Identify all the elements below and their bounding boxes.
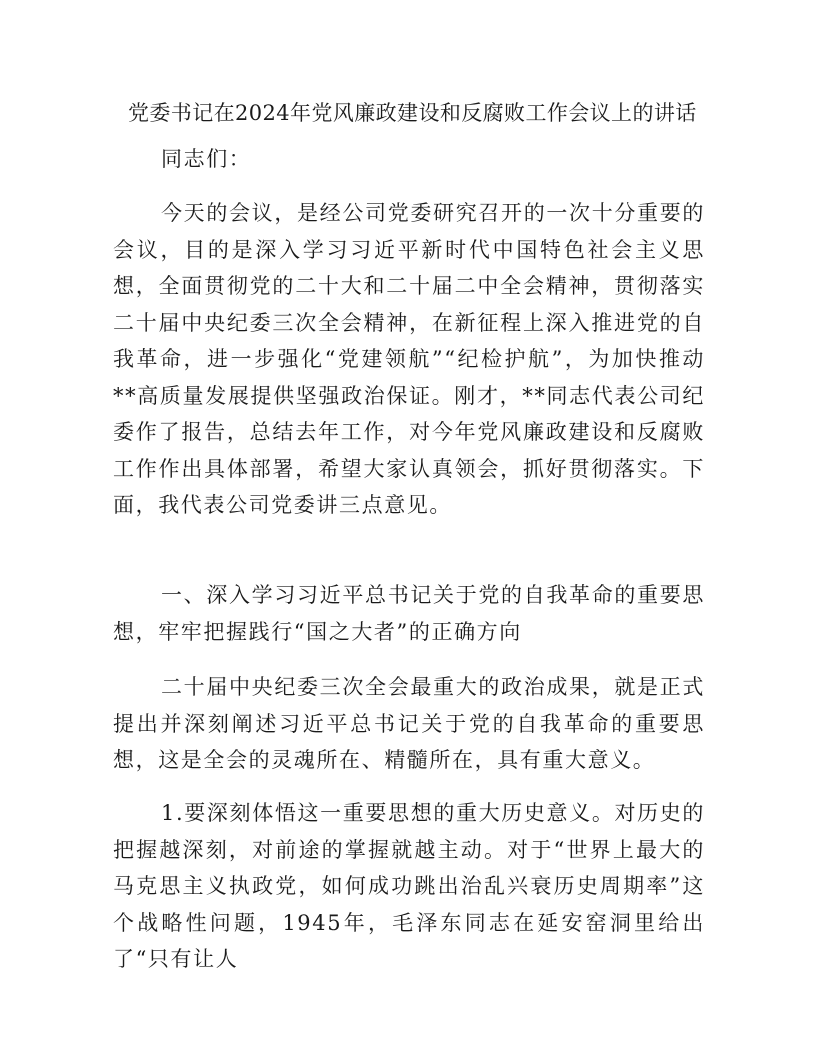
document-title: 党委书记在2024年党风廉政建设和反腐败工作会议上的讲话 (128, 101, 697, 125)
paragraph-section-1-intro: 二十届中央纪委三次全会最重大的政治成果，就是正式提出并深刻阐述习近平总书记关于党的自我革命的重要思想，这是全会的灵魂所在、精髓所在，具有重大意义。 (113, 675, 705, 772)
paragraph-point-1: 1.要深刻体悟这一重要思想的重大历史意义。对历史的把握越深刻，对前途的掌握就越主动。对于“世界上最大的马克思主义执政党，如何成功跳出治乱兴衰历史周期率”这个战略性问题，1945年，毛泽东同志在延安窑洞里给出了“只有让人 (113, 801, 705, 971)
salutation: 同志们： (161, 147, 252, 171)
paragraph-intro: 今天的会议，是经公司党委研究召开的一次十分重要的会议，目的是深入学习习近平新时代中国特色社会主义思想，全面贯彻党的二十大和二十届二中全会精神，贯彻落实二十届中央纪委三次全会精神，在新征程上深入推进党的自我革命，进一步强化“党建领航”“纪检护航”，为加快推动**高质量发展提供坚强政治保证。刚才，**同志代表公司纪委作了报告，总结去年工作，对今年党风廉政建设和反腐败工作作出具体部署，希望大家认真领会，抓好贯彻落实。下面，我代表公司党委讲三点意见。 (113, 201, 705, 517)
section-heading-1: 一、深入学习习近平总书记关于党的自我革命的重要思想，牢牢把握践行“国之大者”的正确方向 (113, 583, 705, 644)
